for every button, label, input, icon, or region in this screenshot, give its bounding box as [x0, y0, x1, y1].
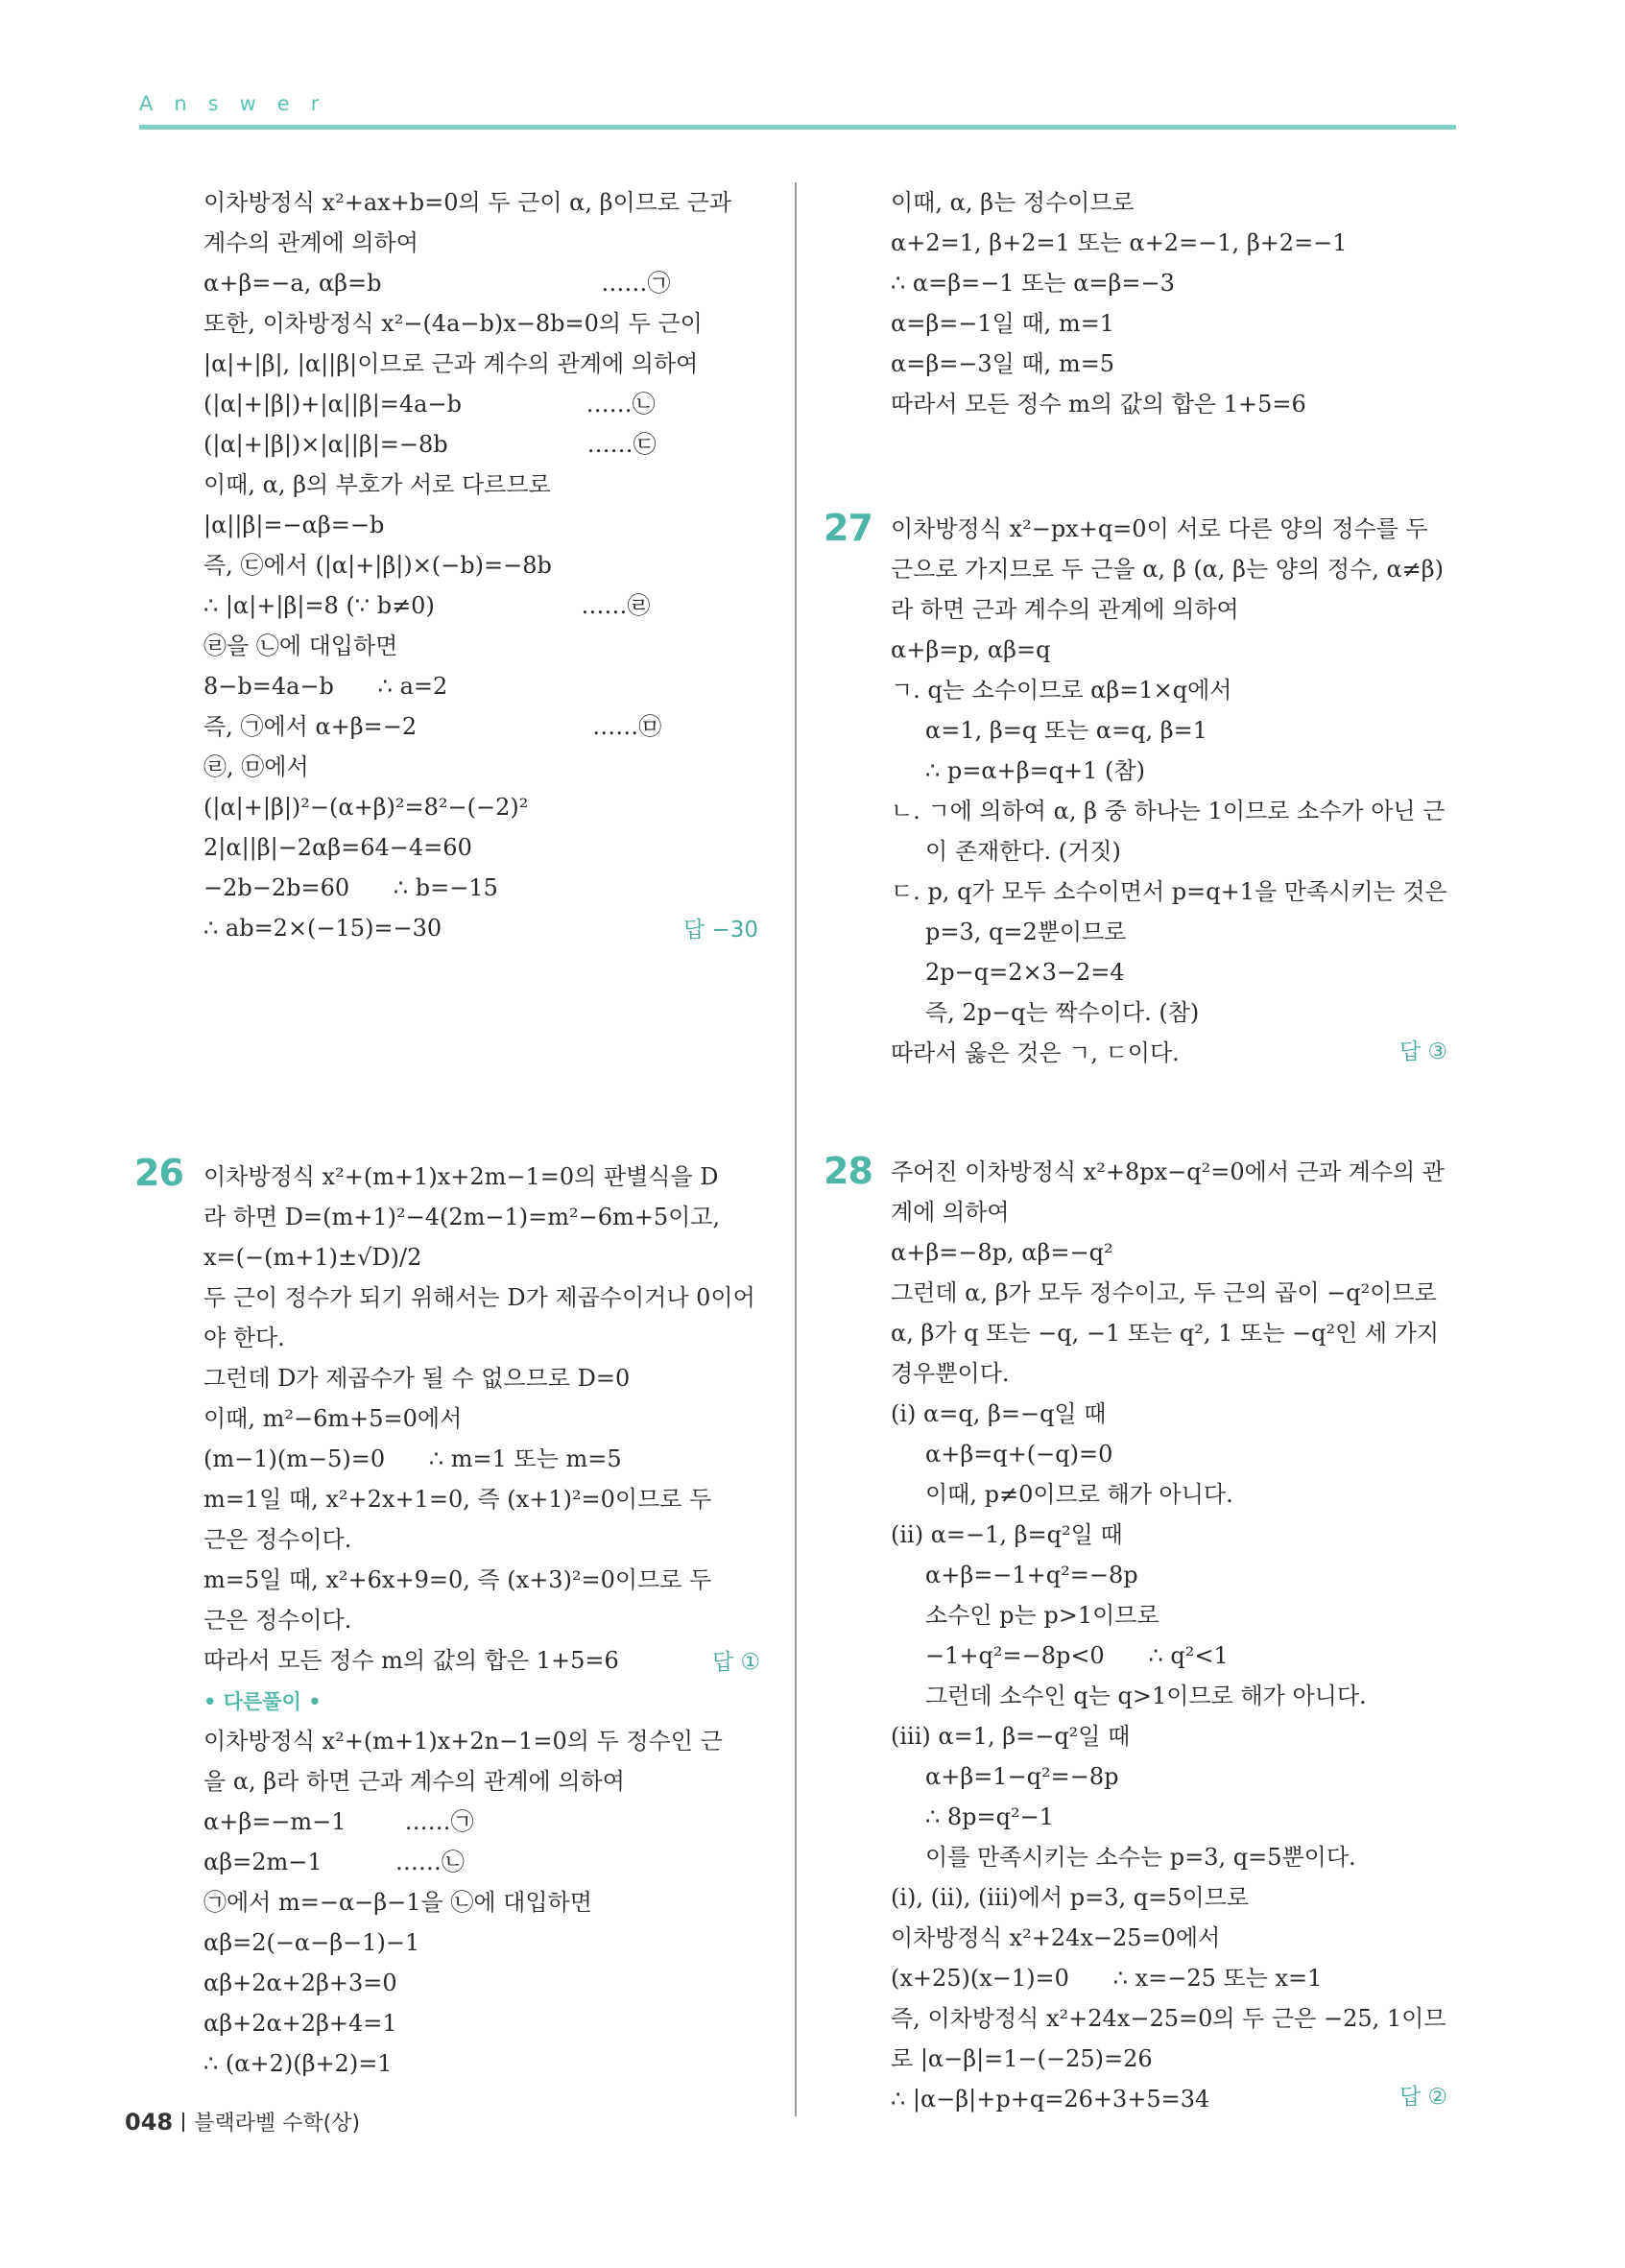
text-line: 근으로 가지므로 두 근을 α, β (α, β는 양의 정수, α≠β) [891, 556, 1445, 583]
text-line: α+β=−1+q²=−8p [925, 1562, 1138, 1588]
text-line: 그런데 소수인 q는 q>1이므로 해가 아니다. [925, 1683, 1367, 1709]
answer-26: 답 ① [712, 1650, 761, 1675]
text-line: 라 하면 근과 계수의 관계에 의하여 [891, 596, 1239, 623]
text-line: (|α|+|β|)×|α||β|=−8b ……㉢ [203, 431, 657, 458]
text-line: ∴ ab=2×(−15)=−30 [203, 915, 442, 942]
text-line: 8−b=4a−b ∴ a=2 [203, 673, 448, 700]
text-line: α=1, β=q 또는 α=q, β=1 [925, 717, 1208, 744]
text-line: 주어진 이차방정식 x²+8px−q²=0에서 근과 계수의 관 [891, 1158, 1445, 1185]
formula-line: x=(−(m+1)±√D)/2 [203, 1244, 422, 1271]
page-number: 048 [125, 2109, 174, 2136]
text-line: α+β=p, αβ=q [891, 636, 1051, 663]
text-line: ㄷ. p, q가 모두 소수이면서 p=q+1을 만족시키는 것은 [891, 878, 1447, 905]
text-line: 을 α, β라 하면 근과 계수의 관계에 의하여 [203, 1768, 625, 1795]
text-line: 따라서 옳은 것은 ㄱ, ㄷ이다. [891, 1039, 1180, 1066]
text-line: −1+q²=−8p<0 ∴ q²<1 [925, 1642, 1229, 1669]
right-top-solution [891, 182, 1457, 424]
answer-left-top: 답 −30 [683, 918, 759, 943]
header-rule [139, 125, 1456, 130]
text-line: αβ=2m−1 ……㉡ [203, 1849, 465, 1875]
text-line: 라 하면 D=(m+1)²−4(2m−1)=m²−6m+5이고, [203, 1204, 721, 1230]
text-line: 이차방정식 x²+(m+1)x+2n−1=0의 두 정수인 근 [203, 1728, 723, 1755]
text-line: 이차방정식 x²+24x−25=0에서 [891, 1924, 1221, 1951]
text-line: 경우뿐이다. [891, 1360, 1010, 1387]
text-line: ㉣을 ㉡에 대입하면 [203, 633, 398, 659]
book-title: 블랙라벨 수학(상) [194, 2112, 361, 2136]
answer-27: 답 ③ [1399, 1039, 1448, 1064]
text-line: 따라서 모든 정수 m의 값의 합은 1+5=6 [891, 391, 1306, 418]
alt-solution-label-text: • 다른풀이 • [203, 1690, 322, 1713]
problem-number-27: 27 [824, 507, 872, 549]
text-line: α+β=q+(−q)=0 [925, 1441, 1113, 1468]
problem-number-26: 26 [134, 1152, 183, 1194]
text-line: 소수인 p는 p>1이므로 [925, 1602, 1159, 1629]
text-line: p=3, q=2뿐이므로 [925, 919, 1127, 945]
text-line: ∴ 8p=q²−1 [925, 1803, 1055, 1830]
text-line: 이때, m²−6m+5=0에서 [203, 1405, 463, 1432]
text-line: α=β=−3일 때, m=5 [891, 350, 1115, 377]
left-top-solution [203, 182, 770, 948]
text-line: ㄴ. ㄱ에 의하여 α, β 중 하나는 1이므로 소수가 아닌 근 [891, 798, 1446, 824]
text-line: ㉠에서 m=−α−β−1을 ㉡에 대입하면 [203, 1889, 592, 1916]
text-line: ㉣, ㉤에서 [203, 753, 309, 780]
text-line: α+β=−a, αβ=b ……㉠ [203, 270, 671, 297]
text-line: 이때, α, β는 정수이므로 [891, 189, 1135, 216]
text-line: 따라서 모든 정수 m의 값의 합은 1+5=6 [203, 1647, 619, 1674]
problem-number-28: 28 [824, 1150, 872, 1192]
text-line: 근은 정수이다. [203, 1607, 352, 1634]
text-line: ∴ |α|+|β|=8 (∵ b≠0) ……㉣ [203, 592, 651, 619]
text-line: ∴ (α+2)(β+2)=1 [203, 2050, 393, 2077]
text-line: αβ=2(−α−β−1)−1 [203, 1929, 420, 1956]
text-line: α, β가 q 또는 −q, −1 또는 q², 1 또는 −q²인 세 가지 [891, 1320, 1440, 1347]
problem-28-solution [891, 1152, 1457, 2119]
text-line: 계수의 관계에 의하여 [203, 229, 418, 256]
alt-solution-label [203, 1681, 770, 1721]
text-line: 그런데 D가 제곱수가 될 수 없으므로 D=0 [203, 1365, 631, 1392]
page-footer [125, 2107, 360, 2137]
text-line: 2p−q=2×3−2=4 [925, 959, 1125, 986]
text-line: 계에 의하여 [891, 1199, 1010, 1226]
text-line: 이때, p≠0이므로 해가 아니다. [925, 1481, 1233, 1508]
footer-separator [182, 2113, 184, 2132]
problem-27-solution [891, 509, 1457, 1073]
text-line: (i), (ii), (iii)에서 p=3, q=5이므로 [891, 1884, 1250, 1911]
text-line: m=1일 때, x²+2x+1=0, 즉 (x+1)²=0이므로 두 [203, 1486, 712, 1513]
text-line: ∴ |α−β|+p+q=26+3+5=34 [891, 2086, 1210, 2113]
text-line: 두 근이 정수가 되기 위해서는 D가 제곱수이거나 0이어 [203, 1284, 755, 1311]
text-line: m=5일 때, x²+6x+9=0, 즉 (x+3)²=0이므로 두 [203, 1566, 712, 1593]
column-divider [795, 182, 797, 2116]
text-line: 즉, ㉠에서 α+β=−2 ……㉤ [203, 713, 662, 740]
text-line: 이차방정식 x²+ax+b=0의 두 근이 α, β이므로 근과 [203, 189, 732, 216]
header-label: Answer [139, 92, 341, 115]
text-line: 로 |α−β|=1−(−25)=26 [891, 2045, 1153, 2072]
text-line: (ii) α=−1, β=q²일 때 [891, 1521, 1123, 1548]
text-line: (x+25)(x−1)=0 ∴ x=−25 또는 x=1 [891, 1965, 1323, 1992]
text-line: 즉, ㉢에서 (|α|+|β|)×(−b)=−8b [203, 552, 552, 579]
problem-26-solution [203, 1157, 770, 2084]
text-line: 또한, 이차방정식 x²−(4a−b)x−8b=0의 두 근이 [203, 310, 703, 337]
text-line: 즉, 이차방정식 x²+24x−25=0의 두 근은 −25, 1이므 [891, 2005, 1446, 2032]
text-line: 이 존재한다. (거짓) [925, 838, 1121, 865]
text-line: α+β=−8p, αβ=−q² [891, 1239, 1113, 1266]
text-line: 이를 만족시키는 소수는 p=3, q=5뿐이다. [925, 1844, 1356, 1871]
text-line: 그런데 α, β가 모두 정수이고, 두 근의 곱이 −q²이므로 [891, 1279, 1437, 1306]
text-line: (|α|+|β|)²−(α+β)²=8²−(−2)² [203, 794, 529, 821]
text-line: −2b−2b=60 ∴ b=−15 [203, 874, 498, 901]
text-line: (i) α=q, β=−q일 때 [891, 1400, 1107, 1427]
text-line: |α|+|β|, |α||β|이므로 근과 계수의 관계에 의하여 [203, 350, 699, 377]
text-line: (|α|+|β|)+|α||β|=4a−b ……㉡ [203, 391, 656, 418]
text-line: 2|α||β|−2αβ=64−4=60 [203, 834, 472, 861]
text-line: α=β=−1일 때, m=1 [891, 310, 1115, 337]
text-line: αβ+2α+2β+3=0 [203, 1970, 397, 1996]
text-line: ㄱ. q는 소수이므로 αβ=1×q에서 [891, 677, 1232, 704]
text-line: α+β=1−q²=−8p [925, 1763, 1119, 1790]
text-line: |α||β|=−αβ=−b [203, 512, 385, 538]
text-line: α+β=−m−1 ……㉠ [203, 1808, 474, 1835]
text-line: α+2=1, β+2=1 또는 α+2=−1, β+2=−1 [891, 229, 1348, 256]
text-line: ∴ p=α+β=q+1 (참) [925, 757, 1145, 784]
answer-28: 답 ② [1399, 2085, 1448, 2110]
text-line: 즉, 2p−q는 짝수이다. (참) [925, 999, 1200, 1026]
text-line: αβ+2α+2β+4=1 [203, 2010, 397, 2037]
text-line: (m−1)(m−5)=0 ∴ m=1 또는 m=5 [203, 1445, 622, 1472]
text-line: ∴ α=β=−1 또는 α=β=−3 [891, 270, 1175, 297]
text-line: 이때, α, β의 부호가 서로 다르므로 [203, 471, 551, 498]
text-line: (iii) α=1, β=−q²일 때 [891, 1723, 1131, 1750]
text-line: 야 한다. [203, 1325, 285, 1351]
text-line: 이차방정식 x²+(m+1)x+2m−1=0의 판별식을 D [203, 1163, 719, 1190]
text-line: 이차방정식 x²−px+q=0이 서로 다른 양의 정수를 두 [891, 515, 1428, 542]
text-line: 근은 정수이다. [203, 1526, 352, 1553]
